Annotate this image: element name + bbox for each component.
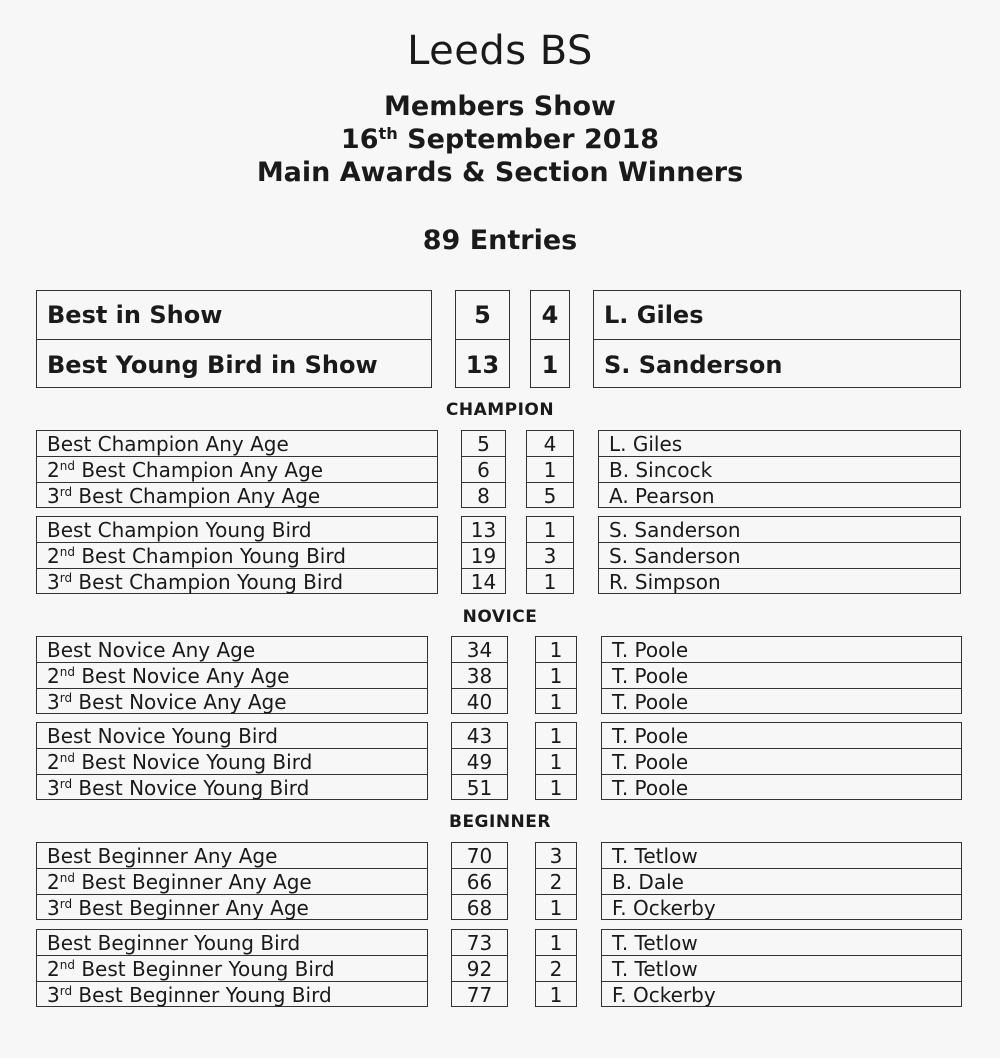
winner-name: F. Ockerby (612, 896, 716, 920)
award-title: Best Beginner Young Bird (74, 956, 335, 981)
date-day: 16 (340, 124, 379, 155)
winner-name: T. Poole (612, 637, 689, 662)
award-name (47, 458, 323, 482)
main-class-cell: 1 (541, 350, 559, 379)
table-row (602, 689, 961, 715)
award-name (47, 724, 278, 748)
award-name (47, 432, 289, 456)
class-number: 1 (549, 896, 563, 920)
award-name (47, 750, 312, 774)
main-award-cell: Best Young Bird in Show (47, 350, 378, 379)
award-title: Best Champion Any Age (74, 457, 324, 482)
table-row (599, 569, 960, 595)
table-row (527, 431, 573, 457)
award-name (47, 957, 335, 981)
winner-name: T. Tetlow (612, 930, 698, 955)
award-rank: 2 (47, 749, 60, 774)
award-name (47, 544, 346, 568)
award-name (47, 983, 332, 1007)
pen-column (461, 516, 506, 594)
award-name (47, 896, 309, 920)
table-row (527, 517, 573, 543)
section-heading: CHAMPION (445, 400, 555, 420)
award-rank-suffix: nd (59, 664, 75, 679)
award-title: Best Novice Any Age (47, 637, 256, 662)
pen-number: 19 (470, 543, 497, 568)
winner-name: T. Poole (612, 663, 689, 688)
main-class-cell: 4 (541, 301, 559, 329)
award-column (36, 636, 428, 714)
winner-name: T. Poole (612, 723, 689, 748)
table-row (602, 956, 961, 982)
winner-name: L. Giles (609, 431, 683, 456)
page-title: Leeds BS (407, 28, 593, 74)
award-column (36, 722, 428, 800)
class-number: 1 (549, 723, 563, 748)
award-title: Best Novice Young Bird (72, 776, 310, 800)
award-name (47, 664, 289, 688)
winner-name: T. Tetlow (612, 843, 698, 868)
class-number: 1 (543, 570, 557, 594)
table-row (37, 723, 427, 749)
award-rank-suffix: nd (59, 544, 75, 559)
main-winner-cell: L. Giles (604, 301, 704, 329)
table-row (536, 982, 576, 1008)
table-row (37, 843, 427, 869)
award-title: Best Champion Young Bird (74, 543, 346, 568)
winner-column (601, 842, 962, 920)
table-row (536, 895, 576, 921)
table-row (452, 956, 507, 982)
entries-count: 89 Entries (422, 225, 578, 256)
pen-number: 8 (477, 484, 490, 508)
winner-name: A. Pearson (609, 484, 715, 508)
class-column (535, 722, 577, 800)
award-name (47, 638, 255, 662)
class-number: 1 (549, 930, 563, 955)
winner-column (601, 929, 962, 1007)
award-name (47, 690, 287, 714)
award-rank: 3 (47, 570, 60, 594)
pen-number: 13 (470, 517, 497, 542)
table-row (536, 637, 576, 663)
winner-name: T. Poole (612, 690, 689, 714)
award-title: Best Novice Any Age (72, 690, 287, 714)
award-title: Best Beginner Young Bird (72, 983, 332, 1007)
winner-column (598, 430, 961, 508)
class-number: 1 (549, 776, 563, 800)
class-number: 2 (549, 869, 563, 894)
award-rank: 2 (47, 956, 60, 981)
winner-name: S. Sanderson (609, 543, 741, 568)
date-suffix: th (378, 124, 398, 144)
pen-number: 5 (477, 431, 490, 456)
table-row (37, 431, 437, 457)
table-row (37, 775, 427, 801)
award-rank: 2 (47, 457, 60, 482)
award-title: Best Champion Young Bird (47, 517, 312, 542)
award-title: Best Champion Young Bird (72, 570, 344, 594)
winner-name: T. Poole (612, 749, 689, 774)
main-winner-column (593, 290, 961, 388)
award-rank-suffix: rd (59, 571, 73, 586)
table-row (594, 340, 960, 389)
pen-number: 34 (466, 637, 493, 662)
table-row (452, 895, 507, 921)
winner-name: B. Dale (612, 869, 684, 894)
class-column (526, 516, 574, 594)
award-title: Best Champion Any Age (72, 484, 321, 508)
class-number: 5 (543, 484, 557, 508)
main-award-column (36, 290, 432, 388)
pen-number: 70 (466, 843, 493, 868)
winner-name: R. Simpson (609, 570, 721, 594)
award-rank: 2 (47, 543, 60, 568)
table-row (452, 930, 507, 956)
table-row (527, 569, 573, 595)
show-name: Members Show (384, 91, 616, 122)
award-rank-suffix: rd (59, 691, 73, 706)
pen-column (451, 929, 508, 1007)
table-row (536, 775, 576, 801)
winner-name: F. Ockerby (612, 983, 716, 1007)
winner-column (601, 636, 962, 714)
table-row (599, 431, 960, 457)
table-row (37, 637, 427, 663)
class-number: 3 (543, 543, 557, 568)
pen-number: 68 (466, 896, 493, 920)
class-column (535, 636, 577, 714)
section-heading: BEGINNER (448, 812, 551, 832)
table-row (37, 517, 437, 543)
table-row (37, 543, 437, 569)
pen-number: 51 (466, 776, 493, 800)
table-row (452, 843, 507, 869)
pen-number: 49 (466, 749, 493, 774)
award-rank: 3 (47, 484, 60, 508)
table-row (599, 517, 960, 543)
award-column (36, 842, 428, 920)
pen-number: 14 (470, 570, 497, 594)
table-row (452, 723, 507, 749)
award-rank-suffix: nd (59, 458, 75, 473)
pen-number: 66 (466, 869, 493, 894)
award-name (47, 518, 312, 542)
table-row (536, 689, 576, 715)
table-row (594, 291, 960, 340)
table-row (602, 895, 961, 921)
table-row (462, 517, 505, 543)
table-row (602, 930, 961, 956)
award-title: Best Beginner Any Age (47, 843, 278, 868)
table-row (602, 775, 961, 801)
table-row (37, 569, 437, 595)
award-rank: 3 (47, 690, 60, 714)
table-row (37, 749, 427, 775)
winner-name: B. Sincock (609, 457, 713, 482)
award-rank: 3 (47, 983, 60, 1007)
award-rank-suffix: rd (59, 897, 73, 912)
table-row (599, 457, 960, 483)
class-number: 1 (543, 517, 557, 542)
award-rank: 2 (47, 663, 60, 688)
class-number: 1 (549, 690, 563, 714)
table-row (37, 291, 431, 340)
award-title: Best Beginner Any Age (74, 869, 312, 894)
table-row (602, 663, 961, 689)
table-row (452, 869, 507, 895)
table-row (456, 291, 509, 340)
winner-column (598, 516, 961, 594)
table-row (37, 457, 437, 483)
table-row (531, 291, 569, 340)
table-row (462, 457, 505, 483)
table-row (37, 869, 427, 895)
award-rank-suffix: rd (59, 984, 73, 999)
main-class-column (530, 290, 570, 388)
award-name (47, 844, 277, 868)
winner-name: S. Sanderson (609, 517, 741, 542)
table-row (536, 869, 576, 895)
table-row (531, 340, 569, 389)
award-title: Best Novice Any Age (74, 663, 290, 688)
table-row (37, 930, 427, 956)
class-number: 1 (549, 749, 563, 774)
table-row (462, 543, 505, 569)
table-row (462, 483, 505, 509)
table-row (37, 895, 427, 921)
award-rank: 3 (47, 776, 60, 800)
table-row (37, 982, 427, 1008)
table-row (536, 930, 576, 956)
award-rank: 3 (47, 896, 60, 920)
table-row (599, 543, 960, 569)
award-rank: 2 (47, 869, 60, 894)
award-rank-suffix: nd (59, 870, 75, 885)
winner-name: T. Tetlow (612, 956, 698, 981)
pen-number: 43 (466, 723, 493, 748)
class-number: 1 (549, 663, 563, 688)
table-row (602, 749, 961, 775)
award-title: Best Novice Young Bird (47, 723, 278, 748)
class-number: 1 (549, 637, 563, 662)
table-row (536, 843, 576, 869)
show-date (0, 124, 1000, 155)
table-row (536, 723, 576, 749)
table-row (452, 749, 507, 775)
table-row (462, 569, 505, 595)
award-rank-suffix: rd (59, 777, 73, 792)
table-row (452, 982, 507, 1008)
class-column (535, 842, 577, 920)
award-title: Best Beginner Any Age (72, 896, 309, 920)
pen-number: 6 (477, 457, 490, 482)
award-name (47, 776, 309, 800)
table-row (536, 663, 576, 689)
main-pen-column (455, 290, 510, 388)
award-rank-suffix: nd (59, 750, 75, 765)
table-row (462, 431, 505, 457)
pen-number: 38 (466, 663, 493, 688)
winner-column (601, 722, 962, 800)
table-row (536, 749, 576, 775)
class-number: 4 (543, 431, 557, 456)
section-heading: NOVICE (462, 607, 538, 627)
award-title: Best Champion Any Age (47, 431, 289, 456)
date-rest: September 2018 (397, 124, 660, 155)
pen-column (451, 842, 508, 920)
table-row (452, 775, 507, 801)
table-row (37, 956, 427, 982)
main-pen-cell: 5 (474, 301, 491, 329)
award-title: Best Beginner Young Bird (47, 930, 301, 955)
award-name (47, 931, 300, 955)
table-row (452, 637, 507, 663)
class-column (526, 430, 574, 508)
table-row (602, 843, 961, 869)
table-row (599, 483, 960, 509)
award-rank-suffix: rd (59, 485, 73, 500)
pen-column (461, 430, 506, 508)
class-column (535, 929, 577, 1007)
table-row (37, 663, 427, 689)
pen-number: 73 (466, 930, 493, 955)
table-row (456, 340, 509, 389)
table-row (527, 543, 573, 569)
page-subtitle: Main Awards & Section Winners (256, 157, 744, 188)
table-row (37, 689, 427, 715)
table-row (37, 340, 431, 389)
pen-column (451, 636, 508, 714)
main-award-cell: Best in Show (47, 301, 223, 329)
table-row (602, 982, 961, 1008)
main-pen-cell: 13 (465, 350, 500, 379)
table-row (452, 689, 507, 715)
table-row (602, 637, 961, 663)
award-column (36, 430, 438, 508)
award-name (47, 484, 320, 508)
class-number: 1 (543, 457, 557, 482)
award-column (36, 929, 428, 1007)
pen-number: 92 (466, 956, 493, 981)
award-name (47, 870, 312, 894)
table-row (527, 457, 573, 483)
award-name (47, 570, 343, 594)
winner-name: T. Poole (612, 776, 689, 800)
class-number: 2 (549, 956, 563, 981)
table-row (536, 956, 576, 982)
award-title: Best Novice Young Bird (74, 749, 313, 774)
pen-number: 40 (466, 690, 493, 714)
class-number: 1 (549, 983, 563, 1007)
award-column (36, 516, 438, 594)
pen-number: 77 (466, 983, 493, 1007)
table-row (527, 483, 573, 509)
table-row (602, 869, 961, 895)
main-winner-cell: S. Sanderson (604, 350, 783, 379)
table-row (452, 663, 507, 689)
table-row (37, 483, 437, 509)
table-row (602, 723, 961, 749)
award-rank-suffix: nd (59, 957, 75, 972)
pen-column (451, 722, 508, 800)
class-number: 3 (549, 843, 563, 868)
